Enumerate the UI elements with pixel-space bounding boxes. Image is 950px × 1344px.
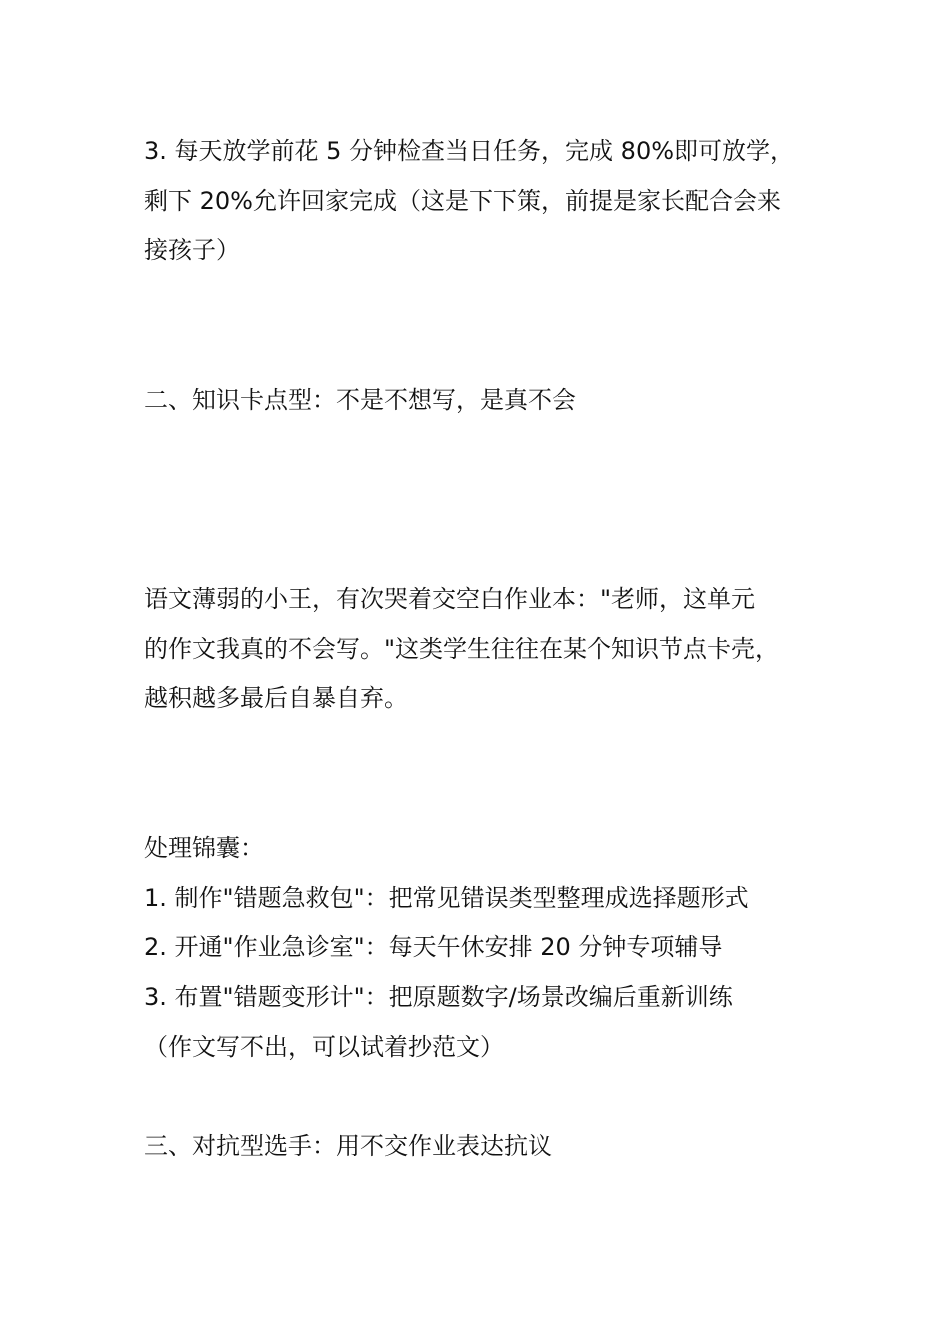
section-heading-2: 二、知识卡点型：不是不想写，是真不会 — [144, 386, 576, 414]
text-line-tip-3: 3. 每天放学前花 5 分钟检查当日任务，完成 80%即可放学， — [144, 137, 795, 165]
text-line-tip-3-end: 接孩子） — [144, 236, 240, 264]
list-item-2: 2. 开通"作业急诊室"：每天午休安排 20 分钟专项辅导 — [144, 933, 723, 961]
text-line-tip-3-cont: 剩下 20%允许回家完成（这是下下策，前提是家长配合会来 — [144, 187, 781, 215]
paragraph-line-1: 语文薄弱的小王，有次哭着交空白作业本："老师，这单元 — [144, 585, 756, 613]
paragraph-line-2: 的作文我真的不会写。"这类学生往往在某个知识节点卡壳， — [144, 635, 780, 663]
list-item-1: 1. 制作"错题急救包"：把常见错误类型整理成选择题形式 — [144, 884, 749, 912]
list-item-3-note: （作文写不出，可以试着抄范文） — [144, 1033, 504, 1061]
section-heading-3: 三、对抗型选手：用不交作业表达抗议 — [144, 1132, 552, 1160]
paragraph-line-3: 越积越多最后自暴自弃。 — [144, 684, 408, 712]
tips-heading: 处理锦囊： — [144, 834, 264, 862]
list-item-3: 3. 布置"错题变形计"：把原题数字/场景改编后重新训练 — [144, 983, 733, 1011]
